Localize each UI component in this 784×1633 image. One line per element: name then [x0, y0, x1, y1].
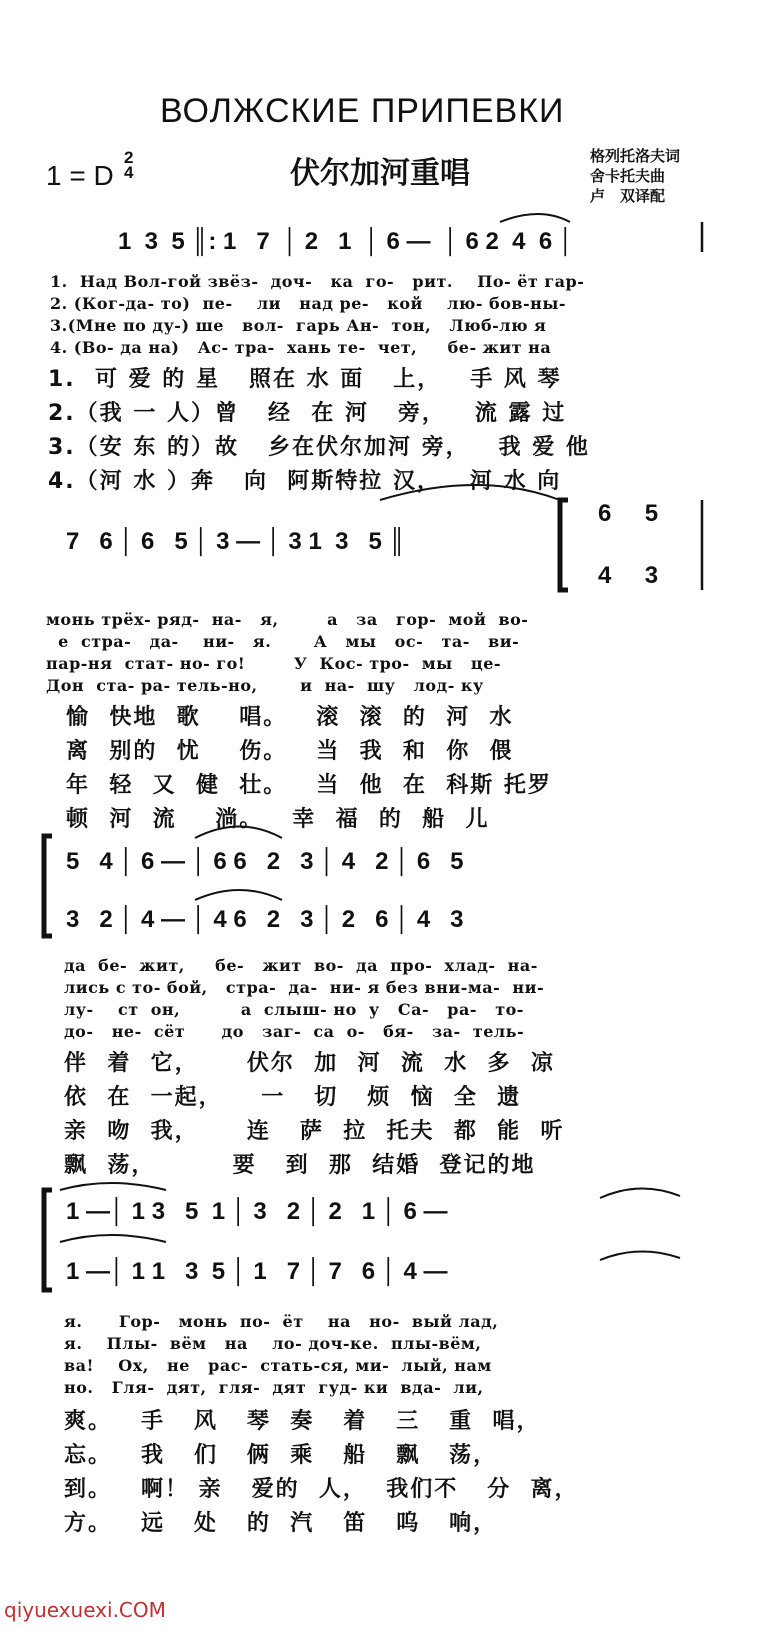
system2-ru-verse1: монь трёх- ряд- на- я, а за гор- мой во- — [46, 610, 529, 629]
system4-ru-verse4: но. Гля- дят, гля- дят гуд- ки вда- ли, — [64, 1378, 484, 1397]
system4-ru-verse2: я. Плы- вём на ло- доч-ке. плы-вём, — [64, 1334, 482, 1353]
system3-ru-verse3: лу- ст он, а слыш- но у Са- ра- то- — [64, 1000, 524, 1019]
system2-notes: 7 6 │ 6 5 │ 3 — │ 3 1 3 5 ║ — [66, 528, 406, 555]
system4-ru-verse1: я. Гор- монь по- ёт на но- вый лад, — [64, 1312, 499, 1331]
system3-cn-verse3: 亲 吻 我， 连 萨 拉 托夫 都 能 听 — [64, 1119, 565, 1144]
system3-cn-verse1: 伴 着 它， 伏尔 加 河 流 水 多 凉 — [64, 1051, 555, 1076]
song-title-chinese: 伏尔加河重唱 — [290, 156, 470, 191]
system1-ru-verse3: 3.(Мне по ду-) ше вол- гарь Ан- тон, Люб-лю я — [50, 316, 547, 335]
system3-ru-verse2: лись с то- бой, стра- да- ни- я без вни-ма- ни- — [64, 978, 545, 997]
credit-composer: 舍卡托夫曲 — [590, 167, 666, 185]
system3-cn-verse4: 飘 荡， 要 到 那 结婚 登记的地 — [64, 1153, 536, 1178]
system4-notes-lower: 1 —│ 1 1 3 5 │ 1 7 │ 7 6 │ 4 — — [66, 1258, 448, 1285]
system1-cn-verse3: 3.（安 东 的）故 乡在伏尔加河 旁， 我 爱 他 — [48, 435, 590, 460]
credit-lyricist: 格列托洛夫词 — [590, 147, 681, 165]
system3-cn-verse2: 依 在 一起， 一 切 烦 恼 全 遗 — [64, 1085, 522, 1110]
system4-ru-verse3: ва! Ох, не рас- стать-ся, ми- лый, нам — [64, 1356, 492, 1375]
system2-notes-lower: 4 3 — [598, 562, 659, 589]
system1-ru-verse2: 2. (Ког-да- то) пе- ли над ре- кой лю- бов-ны- — [50, 294, 567, 313]
system2-cn-verse4: 顿 河 流 淌。 幸 福 的 船 儿 — [66, 807, 490, 832]
system1-cn-verse2: 2.（我 一 人）曾 经 在 河 旁， 流 露 过 — [48, 401, 567, 426]
system2-cn-verse1: 愉 快地 歌 唱。 滚 滚 的 河 水 — [66, 705, 514, 730]
system3-ru-verse1: да бе- жит, бе- жит во- да про- хлад- на- — [64, 956, 538, 975]
system1-ru-verse1: 1. Над Вол-гой звёз- доч- ка го- рит. По- ёт гар- — [50, 272, 585, 291]
watermark: qiyuexuexi.COM — [4, 1598, 166, 1622]
system2-ru-verse4: Дон ста- ра- тель-но, и на- шу лод- ку — [46, 676, 484, 695]
system1-cn-verse4: 4.（河 水 ）奔 向 阿斯特拉 汉， 河 水 向 — [48, 469, 562, 494]
system2-cn-verse2: 离 别的 忧 伤。 当 我 和 你 偎 — [66, 739, 514, 764]
system1-notes: 1 3 5 ║: 1 7 │ 2 1 │ 6 — │ 6 2 4 6 │ — [118, 228, 574, 255]
credit-translator: 卢 双译配 — [590, 187, 666, 205]
song-title-russian: ВОЛЖСКИЕ ПРИПЕВКИ — [160, 92, 565, 130]
system2-cn-verse3: 年 轻 又 健 壮。 当 他 在 科斯 托罗 — [66, 773, 552, 798]
system2-ru-verse2: е стра- да- ни- я. А мы ос- та- ви- — [46, 632, 520, 651]
system4-cn-verse3: 到。 啊！ 亲 爱的 人， 我们不 分 离， — [64, 1477, 579, 1502]
system1-cn-verse1: 1. 可 爱 的 星 照在 水 面 上， 手 风 琴 — [48, 367, 562, 392]
system3-notes-lower: 3 2 │ 4 — │ 4 6 2 3 │ 2 6 │ 4 3 — [66, 906, 464, 933]
time-signature-bottom: 4 — [124, 163, 134, 182]
key-signature: 1 = D — [46, 160, 114, 191]
time-signature-top: 2 — [124, 148, 134, 167]
system4-cn-verse2: 忘。 我 们 俩 乘 船 飘 荡， — [64, 1443, 498, 1468]
system2-notes-upper: 6 5 — [598, 500, 659, 527]
system4-cn-verse1: 爽。 手 风 琴 奏 着 三 重 唱， — [64, 1409, 541, 1434]
system3-ru-verse4: до- не- сёт до заг- са о- бя- за- тель- — [64, 1022, 525, 1041]
system3-notes-upper: 5 4 │ 6 — │ 6 6 2 3 │ 4 2 │ 6 5 — [66, 848, 464, 875]
system4-notes-upper: 1 —│ 1 3 5 1 │ 3 2 │ 2 1 │ 6 — — [66, 1198, 448, 1225]
system4-cn-verse4: 方。 远 处 的 汽 笛 呜 响， — [64, 1511, 498, 1536]
system2-ru-verse3: пар-ня стат- но- го! У Кос- тро- мы це- — [46, 654, 502, 673]
system1-ru-verse4: 4. (Во- да на) Ас- тра- хань те- чет, бе- жит на — [50, 338, 552, 357]
